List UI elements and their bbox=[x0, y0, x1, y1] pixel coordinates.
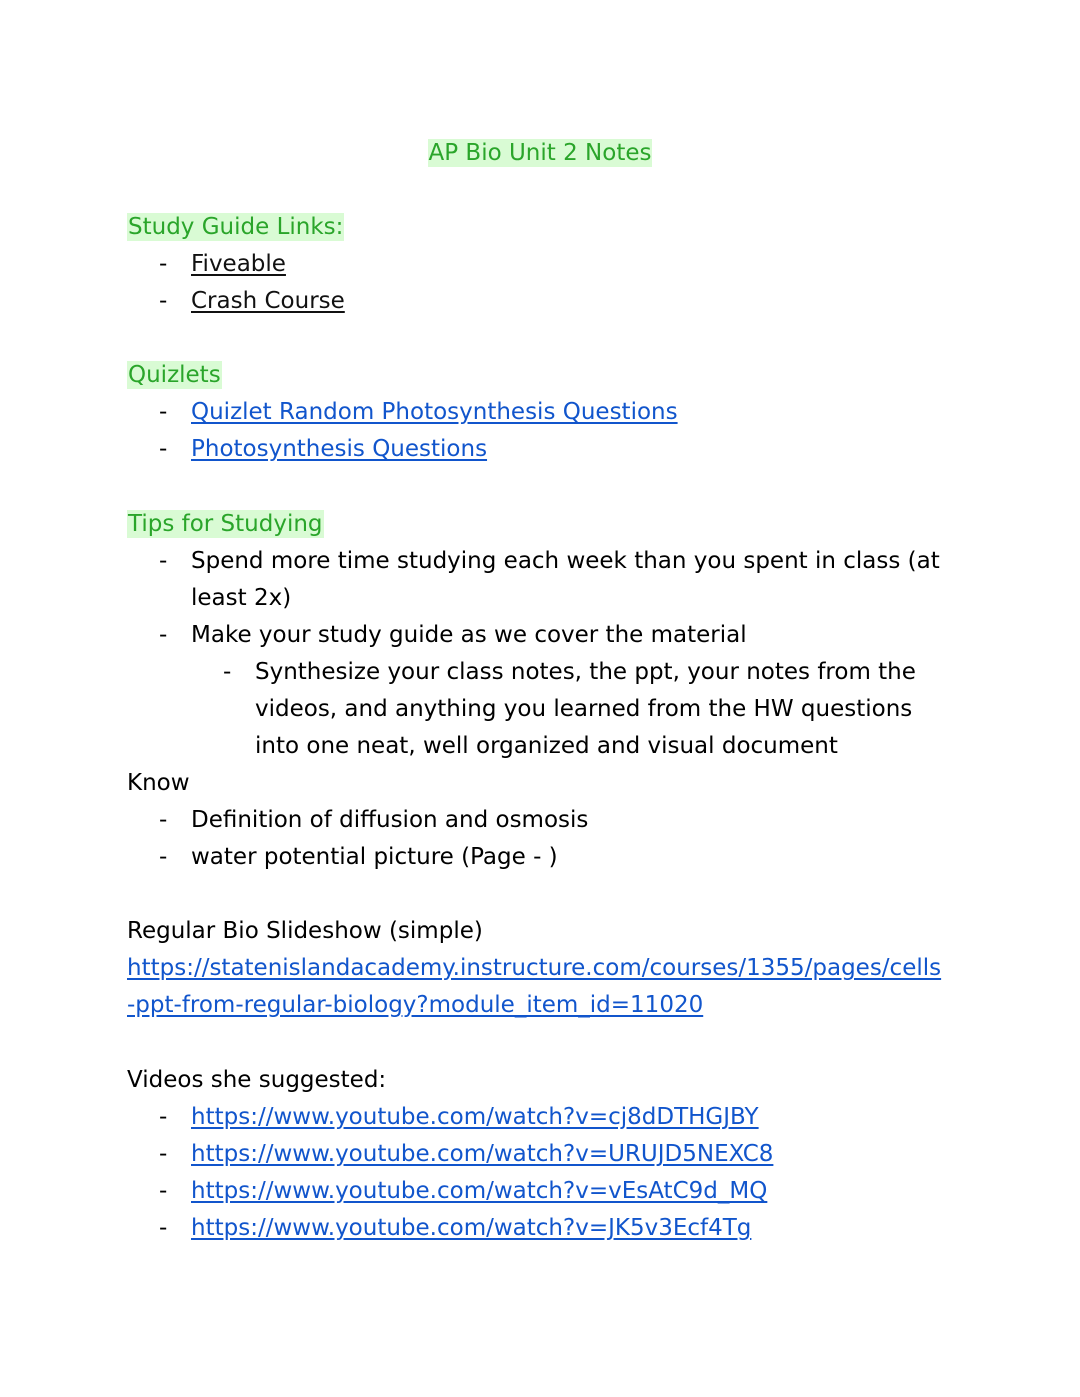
tip-sub-text: Synthesize your class notes, the ppt, your notes from the videos, and anything you learned from the HW questions into one neat, well organized and visual document bbox=[255, 659, 916, 759]
quizlets-section bbox=[127, 357, 957, 468]
list-item bbox=[127, 802, 957, 839]
list-item bbox=[127, 1173, 957, 1210]
list-item bbox=[127, 246, 957, 283]
video-link[interactable]: https://www.youtube.com/watch?v=URUJD5NEXC8 bbox=[191, 1141, 774, 1167]
list-item bbox=[191, 654, 957, 765]
know-list bbox=[127, 802, 957, 876]
study-guide-heading: Study Guide Links: bbox=[128, 214, 344, 240]
video-link[interactable]: https://www.youtube.com/watch?v=JK5v3Ecf4Tg bbox=[191, 1215, 752, 1241]
quizlet-random-link[interactable]: Quizlet Random Photosynthesis Questions bbox=[191, 399, 678, 425]
slideshow-link[interactable]: https://statenislandacademy.instructure.com/courses/1355/pages/cells-ppt-from-regular-biology?module_item_id=11020 bbox=[127, 955, 942, 1018]
know-text: water potential picture (Page - ) bbox=[191, 844, 558, 870]
photosynthesis-questions-link[interactable]: Photosynthesis Questions bbox=[191, 436, 488, 462]
page-title-row bbox=[0, 137, 1080, 169]
know-text: Definition of diffusion and osmosis bbox=[191, 807, 589, 833]
list-item bbox=[127, 543, 957, 617]
list-item bbox=[127, 839, 957, 876]
study-guide-section bbox=[127, 209, 957, 320]
list-item bbox=[127, 283, 957, 320]
tip-text: Make your study guide as we cover the material bbox=[191, 622, 747, 648]
know-heading: Know bbox=[127, 770, 190, 796]
fiveable-link[interactable]: Fiveable bbox=[191, 251, 286, 277]
videos-section bbox=[127, 1062, 957, 1247]
videos-list bbox=[127, 1099, 957, 1247]
list-item bbox=[127, 394, 957, 431]
know-section bbox=[127, 765, 957, 876]
list-item bbox=[127, 1136, 957, 1173]
tips-sub-list bbox=[191, 654, 957, 765]
tips-section bbox=[127, 506, 957, 765]
quizlets-list bbox=[127, 394, 957, 468]
tips-list bbox=[127, 543, 957, 765]
quizlets-heading: Quizlets bbox=[128, 362, 221, 388]
video-link[interactable]: https://www.youtube.com/watch?v=vEsAtC9d_MQ bbox=[191, 1178, 768, 1204]
tips-heading: Tips for Studying bbox=[128, 511, 323, 537]
list-item bbox=[127, 617, 957, 765]
list-item bbox=[127, 1099, 957, 1136]
video-link[interactable]: https://www.youtube.com/watch?v=cj8dDTHGJBY bbox=[191, 1104, 759, 1130]
videos-heading: Videos she suggested: bbox=[127, 1067, 387, 1093]
slideshow-section bbox=[127, 913, 947, 1024]
list-item bbox=[127, 431, 957, 468]
list-item bbox=[127, 1210, 957, 1247]
crash-course-link[interactable]: Crash Course bbox=[191, 288, 345, 314]
study-guide-list bbox=[127, 246, 957, 320]
slideshow-heading: Regular Bio Slideshow (simple) bbox=[127, 918, 483, 944]
page-title: AP Bio Unit 2 Notes bbox=[428, 140, 652, 166]
tip-text: Spend more time studying each week than you spent in class (at least 2x) bbox=[191, 548, 940, 611]
